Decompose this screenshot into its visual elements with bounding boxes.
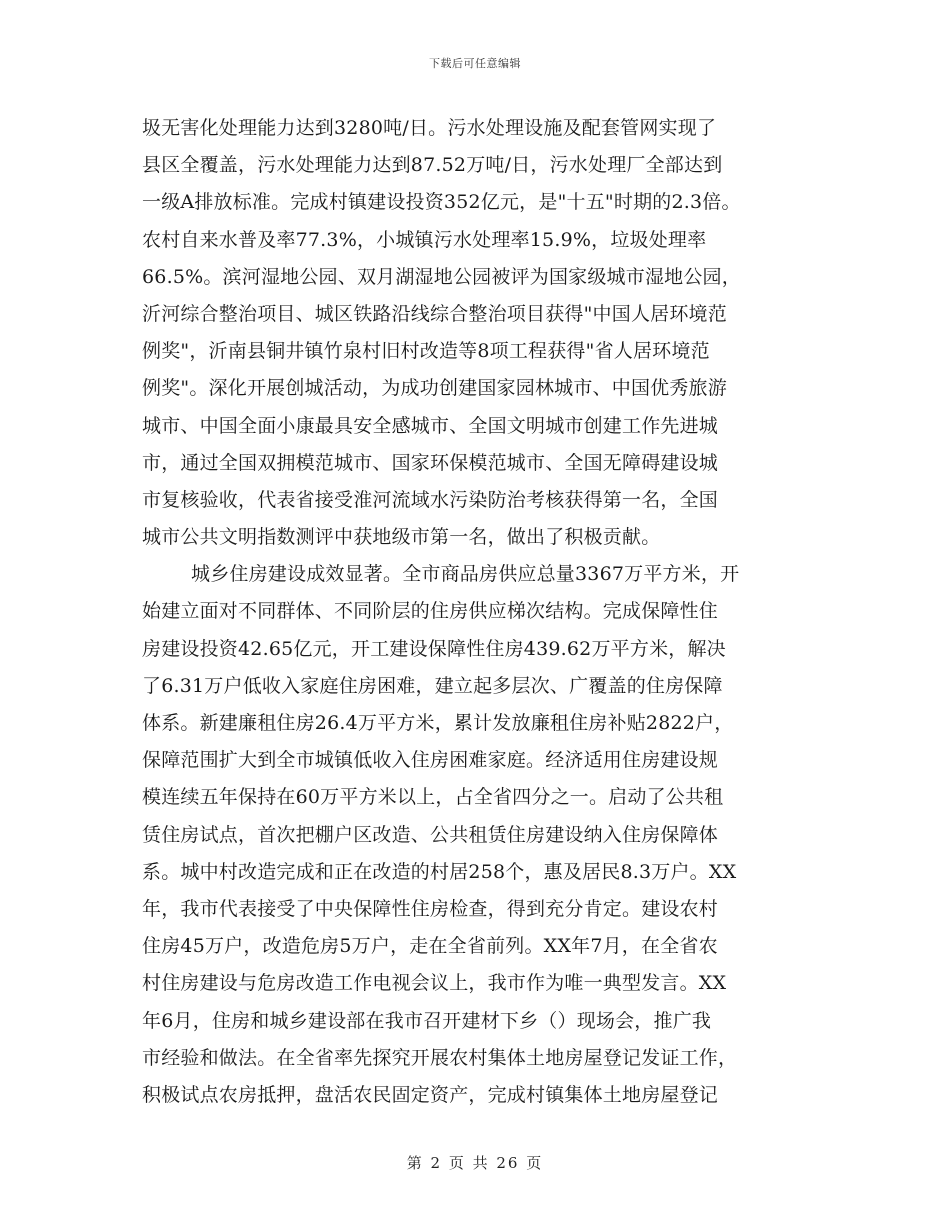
text-line: 市复核验收，代表省接受淮河流域水污染防治考核获得第一名，全国 — [142, 488, 719, 511]
text-line: 一级A排放标准。完成村镇建设投资352亿元，是"十五"时期的2.3倍。 — [142, 191, 741, 214]
text-line: 住房45万户，改造危房5万户，走在全省前列。XX年7月，在全省农 — [142, 935, 718, 958]
document-body — [142, 110, 832, 1114]
text-line: 村住房建设与危房改造工作电视会议上，我市作为唯一典型发言。XX — [142, 972, 727, 995]
text-line: 城市、中国全面小康最具安全感城市、全国文明城市创建工作先进城 — [142, 414, 719, 437]
text-line: 市经验和做法。在全省率先探究开展农村集体土地房屋登记发证工作， — [142, 1046, 738, 1069]
text-line: 了6.31万户低收入家庭住房困难，建立起多层次、广覆盖的住房保障 — [142, 674, 723, 697]
text-line: 积极试点农房抵押，盘活农民固定资产，完成村镇集体土地房屋登记 — [142, 1083, 719, 1106]
text-line: 模连续五年保持在60万平方米以上，占全省四分之一。启动了公共租 — [142, 786, 724, 809]
text-line: 市，通过全国双拥模范城市、国家环保模范城市、全国无障碍建设城 — [142, 451, 719, 474]
text-line: 例奖"，沂南县铜井镇竹泉村旧村改造等8项工程获得"省人居环境范 — [142, 340, 710, 363]
text-line: 系。城中村改造完成和正在改造的村居258个，惠及居民8.3万户。XX — [142, 860, 737, 883]
text-line: 始建立面对不同群体、不同阶层的住房供应梯次结构。完成保障性住 — [142, 600, 719, 623]
paragraph-start-line: 城乡住房建设成效显著。全市商品房供应总量3367万平方米，开 — [191, 563, 740, 586]
page-number-footer: 第 2 页 共 26 页 — [406, 1154, 544, 1172]
text-line: 66.5%。滨河湿地公园、双月湖湿地公园被评为国家级城市湿地公园， — [142, 265, 741, 288]
text-line: 赁住房试点，首次把棚户区改造、公共租赁住房建设纳入住房保障体 — [142, 823, 719, 846]
text-line: 体系。新建廉租住房26.4万平方米，累计发放廉租住房补贴2822户， — [142, 712, 734, 734]
text-line: 农村自来水普及率77.3%，小城镇污水处理率15.9%，垃圾处理率 — [142, 228, 707, 251]
text-line: 沂河综合整治项目、城区铁路沿线综合整治项目获得"中国人居环境范 — [142, 302, 727, 325]
text-line: 例奖"。深化开展创城活动，为成功创建国家园林城市、中国优秀旅游 — [142, 377, 727, 400]
text-line: 年，我市代表接受了中央保障性住房检查，得到充分肯定。建设农村 — [142, 897, 719, 920]
text-line: 城市公共文明指数测评中获地级市第一名，做出了积极贡献。 — [142, 526, 661, 549]
page-header: 下载后可任意编辑 — [429, 57, 521, 70]
text-line: 圾无害化处理能力达到3280吨/日。污水处理设施及配套管网实现了 — [142, 117, 717, 139]
text-line: 年6月，住房和城乡建设部在我市召开建材下乡（）现场会，推广我 — [142, 1009, 712, 1032]
text-line: 县区全覆盖，污水处理能力达到87.52万吨/日，污水处理厂全部达到 — [142, 154, 723, 177]
text-line: 保障范围扩大到全市城镇低收入住房困难家庭。经济适用住房建设规 — [142, 749, 719, 772]
text-line: 房建设投资42.65亿元，开工建设保障性住房439.62万平方米，解决 — [142, 637, 726, 660]
